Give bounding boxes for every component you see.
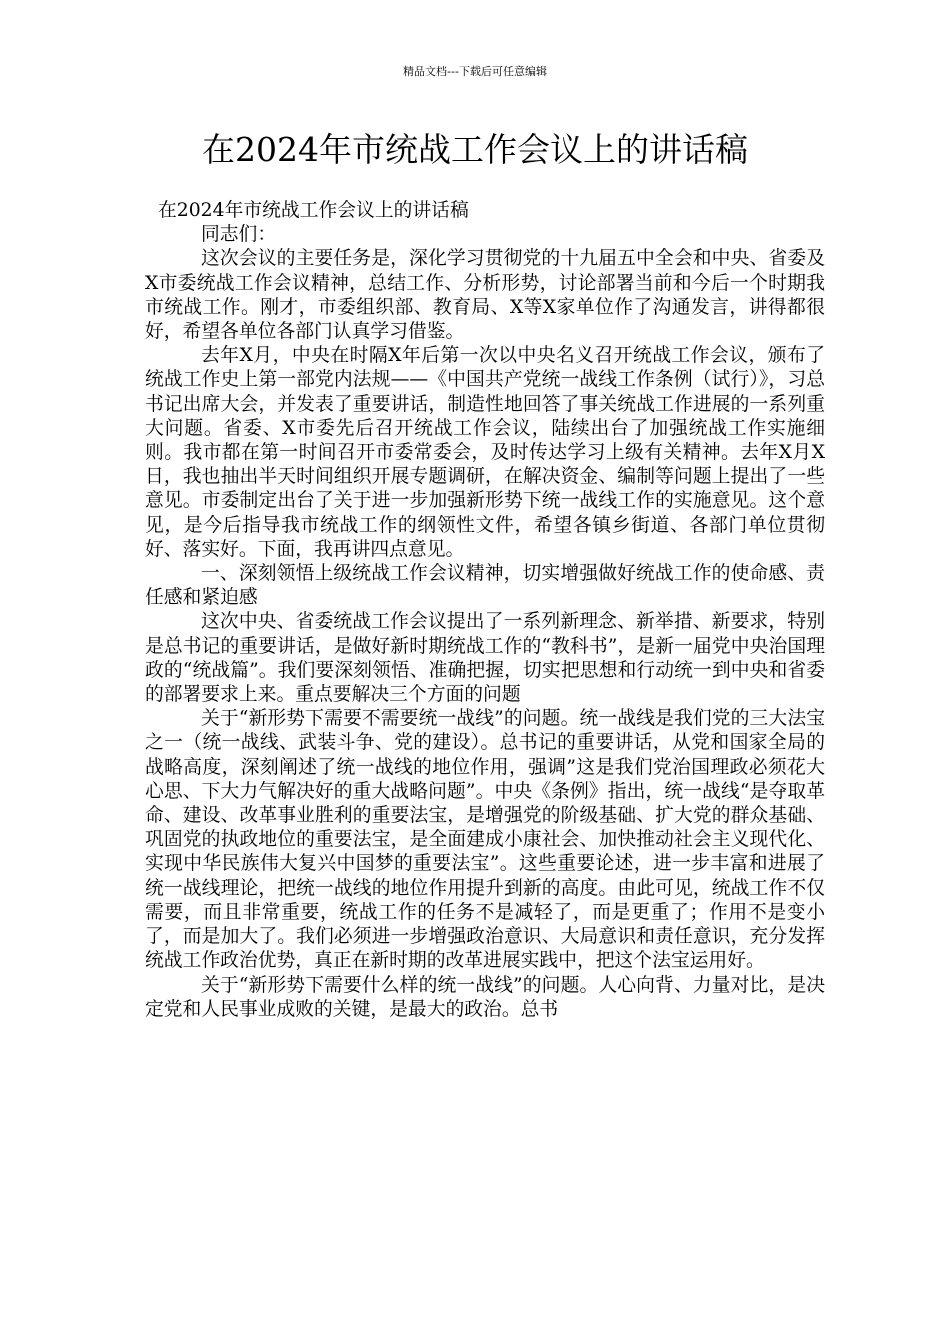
document-body [145,199,825,1022]
body-paragraph: 关于“新形势下需要什么样的统一战线”的问题。人心向背、力量对比，是决定党和人民事业成败的关键，是最大的政治。总书 [145,974,825,1020]
section-heading: 一、深刻领悟上级统战工作会议精神，切实增强做好统战工作的使命感、责任感和紧迫感 [145,563,825,609]
document-subtitle: 在2024年市统战工作会议上的讲话稿 [158,200,469,221]
document-title: 在2024年市统战工作会议上的讲话稿 [202,130,748,169]
salutation: 同志们： [201,224,277,246]
body-paragraph: 关于“新形势下需要不需要统一战线”的问题。统一战线是我们党的三大法宝之一（统一战线、武装斗争、党的建设）。总书记的重要讲话，从党和国家全局的战略高度，深刻阐述了统一战线的地位作用，强调”这是我们党治国理政必须花大心思、下大力气解决好的重大战略问题”。中央《条例》指出，统一战线“是夺取革命、建设、改革事业胜利的重要法宝，是增强党的阶级基础、扩大党的群众基础、巩固党的执政地位的重要法宝，是全面建成小康社会、加快推动社会主义现代化、实现中华民族伟大复兴中国梦的重要法宝”。这些重要论述，进一步丰富和进展了统一战线理论，把统一战线的地位作用提升到新的高度。由此可见，统战工作不仅需要，而且非常重要，统战工作的任务不是减轻了，而是更重了；作用不是变小了，而是加大了。我们必须进一步增强政治意识、大局意识和责任意识，充分发挥统战工作政治优势，真正在新时期的改革进展实践中，把这个法宝运用好。 [145,708,825,972]
page-header-note: 精品文档---下载后可任意编辑 [403,65,547,78]
body-paragraph: 这次中央、省委统战工作会议提出了一系列新理念、新举措、新要求，特别是总书记的重要讲话，是做好新时期统战工作的“教科书”，是新一届党中央治国理政的“统战篇”。我们要深刻领悟、准确把握，切实把思想和行动统一到中央和省委的部署要求上来。重点要解决三个方面的问题 [145,611,825,706]
body-paragraph: 这次会议的主要任务是，深化学习贯彻党的十九届五中全会和中央、省委及X市委统战工作会议精神，总结工作、分析形势，讨论部署当前和今后一个时期我市统战工作。刚才，市委组织部、教育局、X等X家单位作了沟通发言，讲得都很好，希望各单位各部门认真学习借鉴。 [145,248,825,343]
body-paragraph: 去年X月，中央在时隔X年后第一次以中央名义召开统战工作会议，颁布了统战工作史上第一部党内法规——《中国共产党统一战线工作条例（试行）》，习总书记出席大会，并发表了重要讲话，制造性地回答了事关统战工作进展的一系列重大问题。省委、X市委先后召开统战工作会议，陆续出台了加强统战工作实施细则。我市都在第一时间召开市委常委会，及时传达学习上级有关精神。去年X月X日，我也抽出半天时间组织开展专题调研，在解决资金、编制等问题上提出了一些意见。市委制定出台了关于进一步加强新形势下统一战线工作的实施意见。这个意见，是今后指导我市统战工作的纲领性文件，希望各镇乡街道、各部门单位贯彻好、落实好。下面，我再讲四点意见。 [145,345,825,560]
